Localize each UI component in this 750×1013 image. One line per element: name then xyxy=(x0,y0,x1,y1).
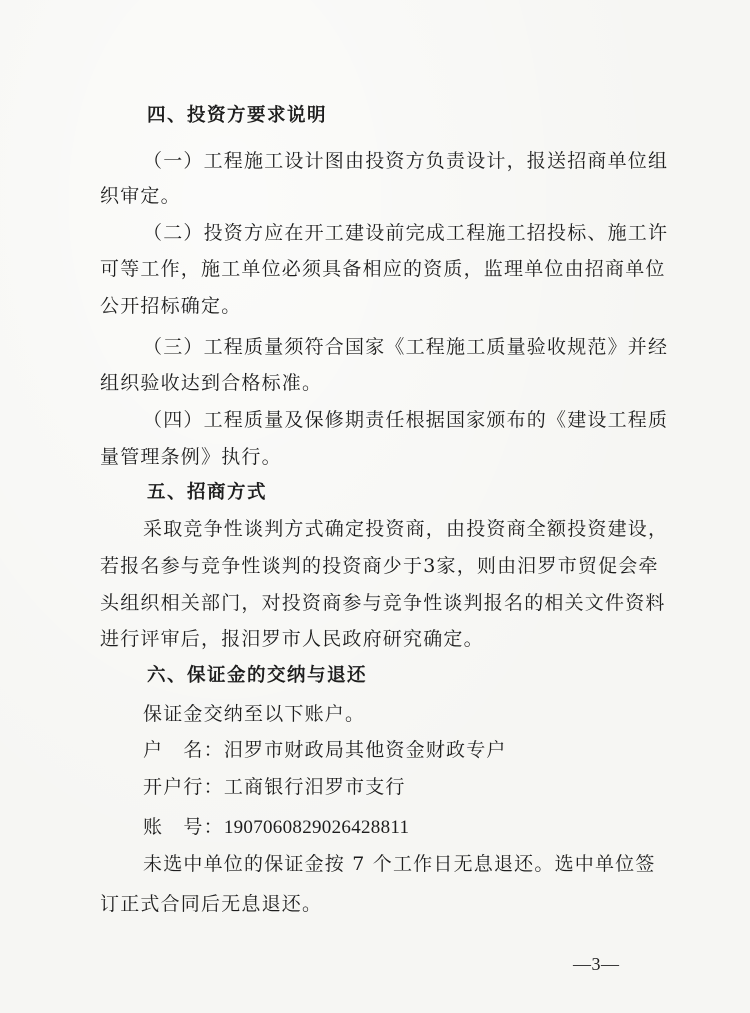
section-4-item-2-line-1: （二）投资方应在开工建设前完成工程施工招投标、施工许 xyxy=(143,222,669,244)
section-5-paragraph-line-2: 若报名参与竞争性谈判的投资商少于3家，则由汨罗市贸促会牵 xyxy=(100,555,659,577)
section-4-item-1-line-2: 织审定。 xyxy=(100,185,181,207)
section-6-heading: 六、保证金的交纳与退还 xyxy=(147,665,368,686)
section-4-item-4-line-2: 量管理条例》执行。 xyxy=(100,446,282,468)
section-4-item-4-line-1: （四）工程质量及保修期责任根据国家颁布的《建设工程质 xyxy=(143,409,669,431)
bank-label: 开户行： xyxy=(143,776,224,798)
account-name-label: 户 名： xyxy=(143,739,224,761)
section-5-paragraph-line-3: 头组织相关部门，对投资商参与竞争性谈判报名的相关文件资料 xyxy=(100,592,666,614)
bank-row xyxy=(143,775,406,799)
deposit-intro: 保证金交纳至以下账户。 xyxy=(143,703,366,725)
bank-value: 工商银行汨罗市支行 xyxy=(223,776,406,798)
section-4-item-2-line-3: 公开招标确定。 xyxy=(100,295,242,317)
account-number-row xyxy=(143,815,409,840)
section-4-item-3-line-1: （三）工程质量须符合国家《工程施工质量验收规范》并经 xyxy=(143,336,669,358)
page-number: —3— xyxy=(573,954,620,974)
refund-line-2: 订正式合同后无息退还。 xyxy=(100,893,323,915)
account-name-row xyxy=(143,738,507,762)
section-5-paragraph-line-4: 进行评审后，报汨罗市人民政府研究确定。 xyxy=(100,628,484,650)
account-name-value: 汨罗市财政局其他资金财政专户 xyxy=(223,739,507,761)
section-4-heading: 四、投资方要求说明 xyxy=(147,105,328,126)
section-5-paragraph-line-1: 采取竞争性谈判方式确定投资商，由投资商全额投资建设， xyxy=(143,518,669,540)
refund-line-1: 未选中单位的保证金按 7 个工作日无息退还。选中单位签 xyxy=(143,853,656,875)
section-4-item-3-line-2: 组织验收达到合格标准。 xyxy=(100,372,323,394)
account-number-label: 账 号： xyxy=(143,816,224,838)
section-5-heading: 五、招商方式 xyxy=(147,482,268,503)
account-number-value: 1907060829026428811 xyxy=(223,817,410,838)
section-4-item-1-line-1: （一）工程施工设计图由投资方负责设计，报送招商单位组 xyxy=(143,150,669,172)
section-4-item-2-line-2: 可等工作，施工单位必须具备相应的资质，监理单位由招商单位 xyxy=(100,258,666,280)
